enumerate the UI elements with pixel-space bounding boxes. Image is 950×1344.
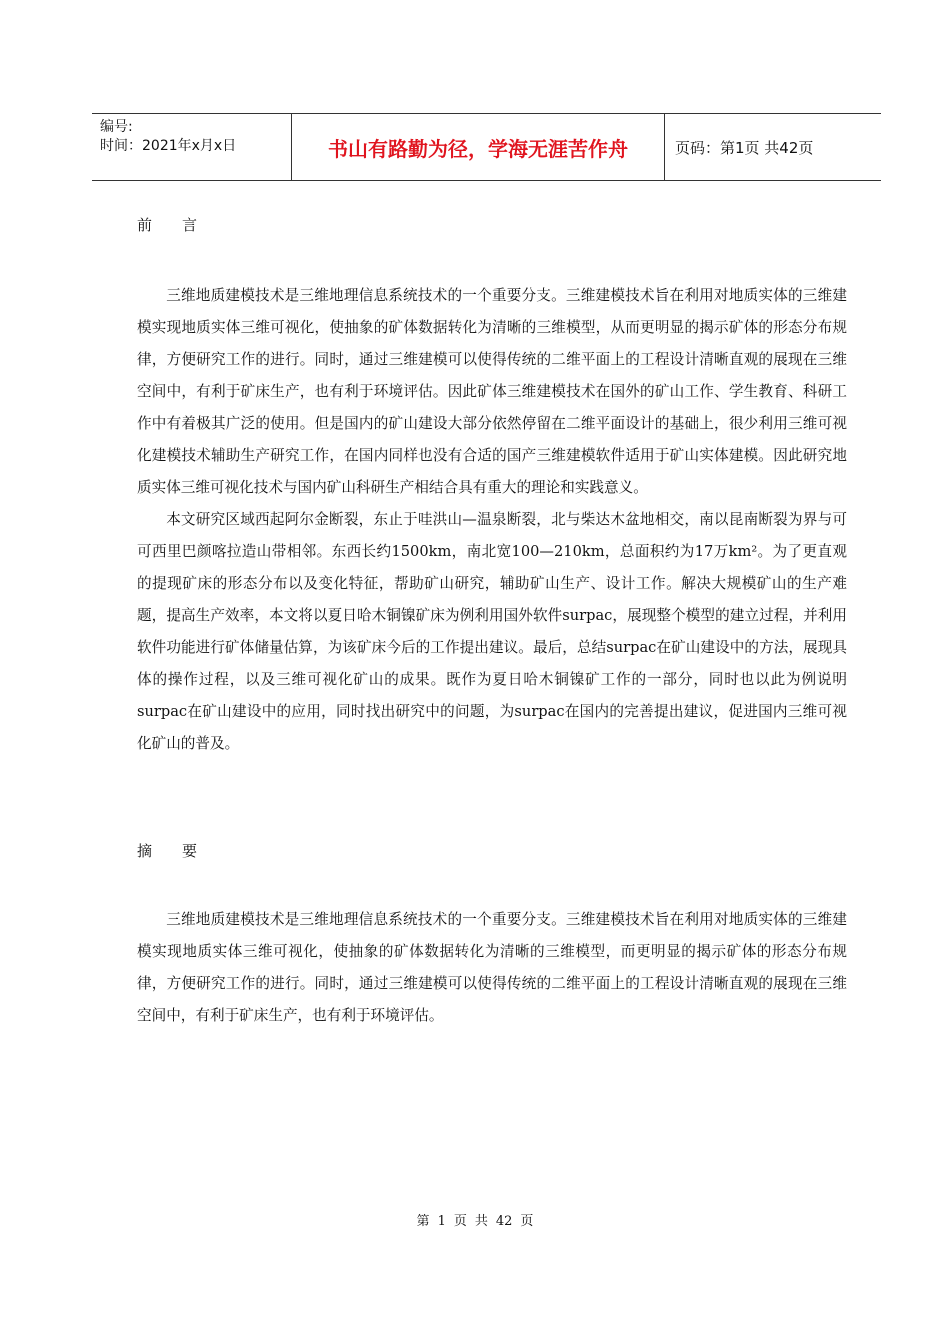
abstract-heading-char1: 摘 [137,842,153,860]
preface-heading [137,208,847,242]
header-meta-cell [92,114,292,180]
abstract-heading-char2: 要 [182,842,198,860]
document-body [137,208,847,1032]
page-footer [0,1210,950,1229]
abstract-paragraph-1: 三维地质建模技术是三维地理信息系统技术的一个重要分支。三维建模技术旨在利用对地质实体的三维建模实现地质实体三维可视化，使抽象的矿体数据转化为清晰的三维模型，而更明显的揭示矿体的形态分布规律，方便研究工作的进行。同时，通过三维建模可以使得传统的二维平面上的工程设计清晰直观的展现在三维空间中，有利于矿床生产，也有利于环境评估。 [137,911,847,1024]
preface-heading-char2: 言 [182,216,198,234]
footer-ye: 页 [453,1214,467,1229]
time-label: 时间：2021年x月x日 [100,138,237,154]
code-label: 编号: [100,119,133,135]
footer-ye-2: 页 [520,1214,534,1229]
abstract-heading [137,834,847,868]
header-page-cell [665,114,881,180]
header-motto-cell [292,114,665,180]
footer-di: 第 [416,1214,430,1229]
footer-page-number: 1 [437,1214,446,1229]
motto-text: 书山有路勤为径，学海无涯苦作舟 [328,136,628,161]
document-header-table [92,113,881,181]
preface-heading-char1: 前 [137,216,153,234]
page-info: 页码：第1页 共42页 [675,138,814,157]
footer-gong: 共 [474,1214,488,1229]
preface-paragraph-2: 本文研究区域西起阿尔金断裂，东止于哇洪山—温泉断裂，北与柴达木盆地相交，南以昆南断裂为界与可可西里巴颜喀拉造山带相邻。东西长约1500km，南北宽100—210km，总面积约为17万km²。为了更直观的提现矿床的形态分布以及变化特征，帮助矿山研究，辅助矿山生产、设计工作。解决大规模矿山的生产难题，提高生产效率，本文将以夏日哈木铜镍矿床为例利用国外软件surpac，展现整个模型的建立过程，并利用软件功能进行矿体储量估算，为该矿床今后的工作提出建议。最后，总结surpac在矿山建设中的方法，展现具体的操作过程，以及三维可视化矿山的成果。既作为夏日哈木铜镍矿工作的一部分，同时也以此为例说明 surpac在矿山建设中的应用，同时找出研究中的问题，为surpac在国内的完善提出建议，促进国内三维可视化矿山的普及。 [137,511,847,752]
preface-paragraph-1: 三维地质建模技术是三维地理信息系统技术的一个重要分支。三维建模技术旨在利用对地质实体的三维建模实现地质实体三维可视化，使抽象的矿体数据转化为清晰的三维模型，从而更明显的揭示矿体的形态分布规律，方便研究工作的进行。同时，通过三维建模可以使得传统的二维平面上的工程设计清晰直观的展现在三维空间中，有利于矿床生产，也有利于环境评估。因此矿体三维建模技术在国外的矿山工作、学生教育、科研工作中有着极其广泛的使用。但是国内的矿山建设大部分依然停留在二维平面设计的基础上，很少利用三维可视化建模技术辅助生产研究工作，在国内同样也没有合适的国产三维建模软件适用于矿山实体建模。因此研究地质实体三维可视化技术与国内矿山科研生产相结合具有重大的理论和实践意义。 [137,287,847,496]
footer-total-pages: 42 [495,1214,513,1229]
